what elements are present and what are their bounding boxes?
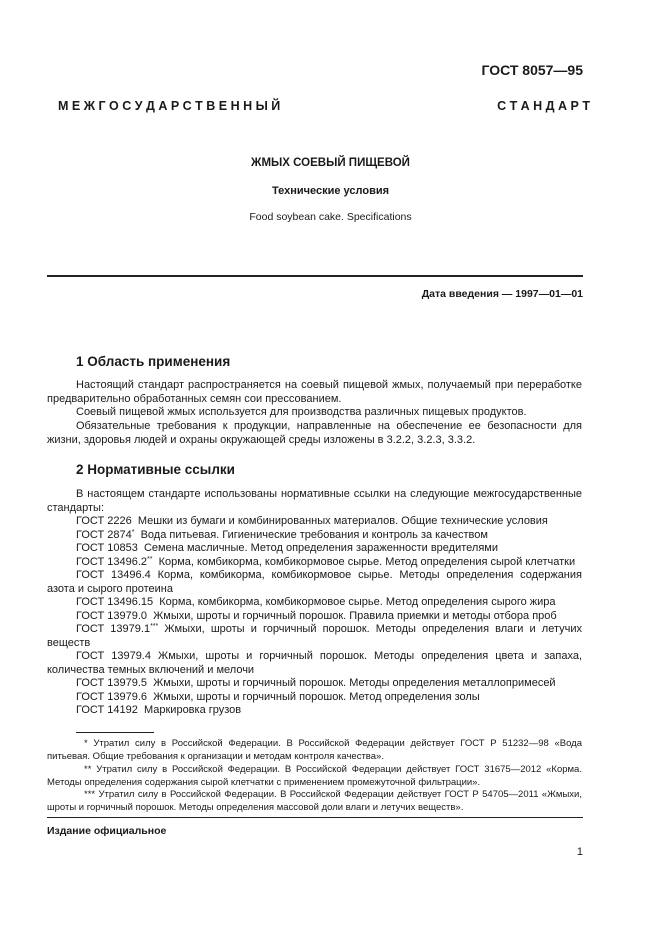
reference-text: Жмыхи, шроты и горчичный порошок. Методы определения влаги и летучих <box>164 623 582 635</box>
reference-continuation: веществ <box>47 636 91 649</box>
reference-text: Корма, комбикорма, комбикормовое сырье. Методы определения содержания <box>157 569 582 581</box>
header-divider <box>47 275 583 277</box>
footnote-mark: ** <box>147 555 153 563</box>
reference-text: Корма, комбикорма, комбикормовое сырье. Метод определения сырого жира <box>159 596 556 608</box>
section-1-paragraph-1 <box>47 379 582 406</box>
reference-code: ГОСТ 14192 <box>76 704 138 716</box>
footnote-line: Методы определения содержания сырой клетчатки с применением промежуточной фильтрации». <box>47 776 481 788</box>
reference-item <box>47 623 582 650</box>
reference-text: Корма, комбикорма, комбикормовое сырье. Метод определения сырой клетчатки <box>158 555 576 568</box>
reference-text: Маркировка грузов <box>143 704 242 716</box>
english-title: Food soybean cake. Specifications <box>249 211 412 223</box>
footnote-line: ** Утратил силу в Российской Федерации. В Российской Федерации действует ГОСТ 31675—2012 «Корма. <box>84 764 582 775</box>
document-subtitle: Технические условия <box>271 185 390 197</box>
reference-item <box>76 610 582 624</box>
paragraph-line: предварительно обработанных семян сои прессованием. <box>47 392 342 405</box>
reference-item <box>76 529 582 543</box>
section-2-intro <box>47 488 582 515</box>
footnote-line: шроты и горчичный порошок. Методы определения массовой доли влаги и летучих веществ». <box>47 801 464 813</box>
page-number: 1 <box>576 846 583 858</box>
banner-word-interstate: М Е Ж Г О С У Д А Р С Т В Е Н Н Ы Й <box>58 99 281 113</box>
reference-text: Вода питьевая. Гигиенические требования и контроль за качеством <box>140 528 488 541</box>
reference-code: ГОСТ 10853 <box>76 542 138 554</box>
document-code: ГОСТ 8057—95 <box>481 62 583 78</box>
footnote-line: питьевая. Общие требования к организации и методам контроля качества». <box>47 750 384 762</box>
official-edition-label: Издание официальное <box>47 825 167 837</box>
reference-item <box>76 515 582 529</box>
paragraph-line: жизни, здоровья людей и охраны окружающей среды изложены в 3.2.2, 3.2.3, 3.3.2. <box>47 433 476 446</box>
reference-first-line <box>76 623 582 637</box>
footnote-1 <box>47 738 582 763</box>
reference-item <box>76 704 582 718</box>
footnote-mark: * <box>131 528 135 536</box>
reference-item <box>47 650 582 677</box>
reference-text: Семена масличные. Метод определения зараженности вредителями <box>143 542 498 554</box>
section-1-paragraph-2: Соевый пищевой жмых используется для производства различных пищевых продуктов. <box>76 406 527 418</box>
introduction-date: Дата введения — 1997—01—01 <box>421 288 583 300</box>
footnote-mark: *** <box>150 623 159 630</box>
reference-item <box>76 691 582 705</box>
reference-code: ГОСТ 13979.5 <box>76 677 148 689</box>
reference-item <box>76 542 582 556</box>
footer-divider <box>47 817 583 818</box>
footnote-3 <box>47 789 582 814</box>
banner-word-standard: С Т А Н Д А Р Т <box>497 99 590 113</box>
reference-continuation: азота и сырого протеина <box>47 582 173 595</box>
reference-code: ГОСТ 13496.2 <box>76 555 148 568</box>
reference-code: ГОСТ 13979.6 <box>76 690 148 703</box>
reference-code: ГОСТ 13979.0 <box>76 609 148 622</box>
reference-code: ГОСТ 13496.15 <box>76 596 154 608</box>
reference-item <box>47 569 582 596</box>
reference-list <box>47 515 582 718</box>
reference-first-line <box>76 569 582 583</box>
footnote-2 <box>47 764 582 789</box>
footnote-divider <box>76 732 154 733</box>
reference-text: Жмыхи, шроты и горчичный порошок. Правила приемки и методы отбора проб <box>153 609 557 622</box>
footnote-line: *** Утратил силу в Российской Федерации. В Российской Федерации действует ГОСТ Р 54705—2011 «Жмыхи, <box>84 789 582 800</box>
paragraph-line: стандарты: <box>47 501 105 514</box>
document-title: ЖМЫХ СОЕВЫЙ ПИЩЕВОЙ <box>251 157 410 169</box>
reference-text: Жмыхи, шроты и горчичный порошок. Методы определения цвета и запаха, <box>158 650 582 662</box>
reference-item <box>76 596 582 610</box>
reference-text: Жмыхи, шроты и горчичный порошок. Метод определения золы <box>153 690 480 703</box>
section-2-heading: 2 Нормативные ссылки <box>76 462 235 477</box>
reference-code: ГОСТ 13496.4 <box>76 569 151 581</box>
reference-code: ГОСТ 13979.1 <box>76 623 151 635</box>
reference-item <box>76 556 582 570</box>
section-1-paragraph-3 <box>47 420 582 447</box>
reference-code: ГОСТ 2226 <box>76 515 132 527</box>
reference-first-line <box>76 650 582 664</box>
paragraph-line: Обязательные требования к продукции, направленные на обеспечение ее безопасности для <box>76 420 582 432</box>
reference-code: ГОСТ 13979.4 <box>76 650 151 662</box>
section-1-heading: 1 Область применения <box>76 354 231 369</box>
reference-item <box>76 677 582 691</box>
reference-continuation: количества темных включений и мелочи <box>47 663 255 676</box>
standard-banner <box>58 99 590 113</box>
reference-text: Жмыхи, шроты и горчичный порошок. Методы определения металлопримесей <box>153 677 556 689</box>
reference-text: Мешки из бумаги и комбинированных материалов. Общие технические условия <box>137 515 548 527</box>
paragraph-line: Настоящий стандарт распространяется на соевый пищевой жмых, получаемый при переработке <box>76 379 582 391</box>
footnote-line: * Утратил силу в Российской Федерации. В Российской Федерации действует ГОСТ Р 51232—98 «Вода <box>84 738 582 749</box>
paragraph-line: В настоящем стандарте использованы нормативные ссылки на следующие межгосударственные <box>76 488 582 500</box>
reference-code: ГОСТ 2874 <box>76 528 132 541</box>
